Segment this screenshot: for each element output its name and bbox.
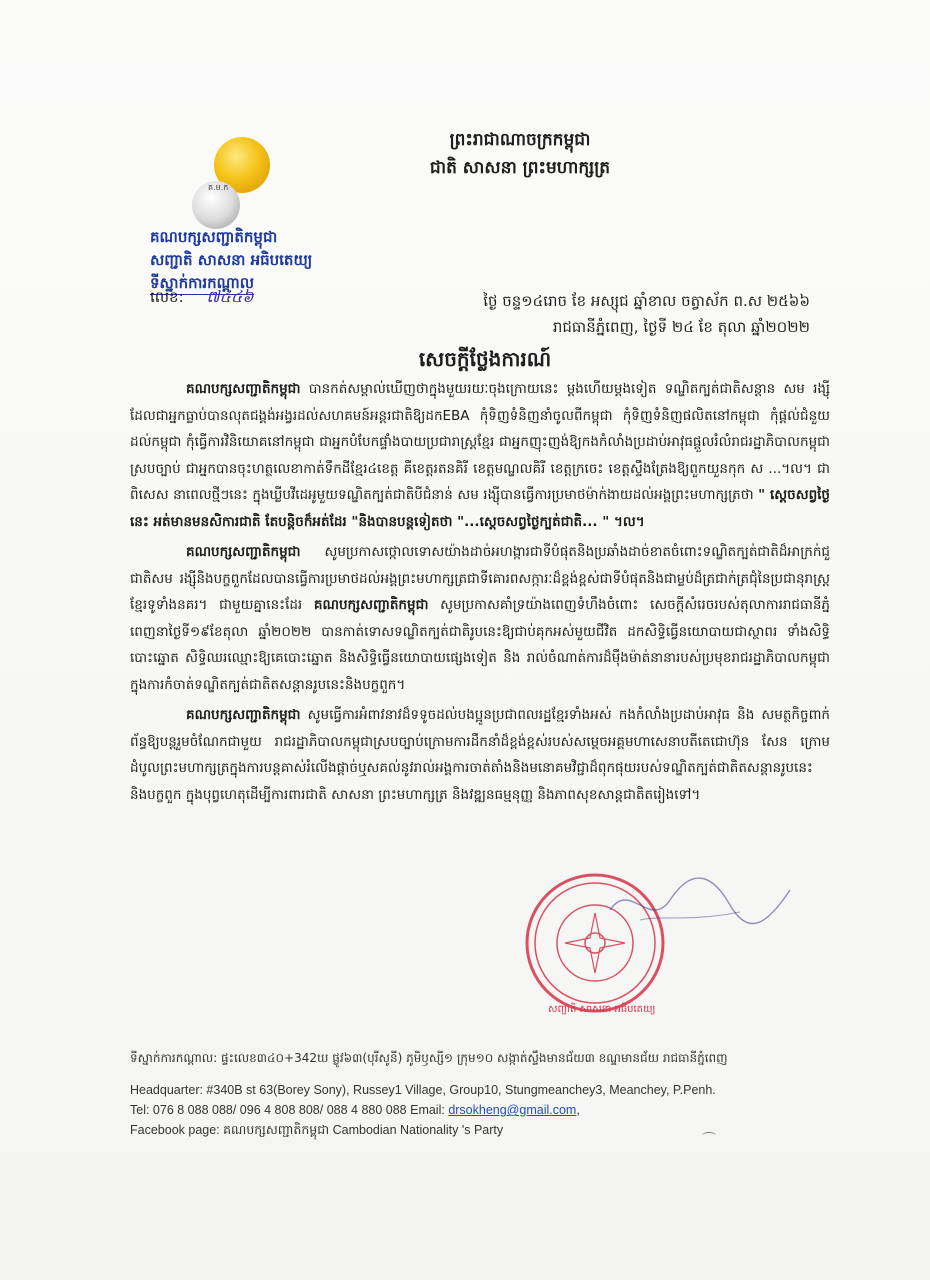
reference-number-row: [150, 286, 254, 310]
party-motto: សញ្ជាតិ សាសនា អធិបតេយ្យ: [150, 251, 313, 269]
reference-number: ៧៤៤៦: [206, 287, 254, 306]
paragraph-1-text: បានកត់សម្គាល់ឃើញថាក្នុងមួយរយៈចុងក្រោយនេះ ម្តងហើយម្តងទៀត ទណ្ឌិតក្បត់ជាតិសន្តាន សម រង្ស៊ី ដែលជាអ្នកធ្លាប់បានលុតជង្គង់អង្វរដល់សហគមន៍អន្តរជាតិឱ្យដកEBA កុំទិញទំនិញនាំចូលពីកម្ពុជា កុំទិញទំនិញផលិតនៅកម្ពុជា កុំផ្តល់ជំនួយដល់កម្ពុជា កុំធ្វើការវិនិយោគនៅកម្ពុជា ជាអ្នកបំបែកផ្ទាំងបាយប្រជារាស្ត្រខ្មែរ ជាអ្នកញុះញង់ឱ្យកងកំលាំងប្រដាប់អាវុធផ្តួលរំលំរាជរដ្ឋាភិបាលកម្ពុជាស្របច្បាប់ ជាអ្នកបានចុះហត្ថលេខាកាត់ទឹកដីខ្មែរ៤ខេត្ត គឺខេត្តរតនគិរី ខេត្តមណ្ឌលគិរី ខេត្តក្រចេះ ខេត្តស្ទឹងត្រែងឱ្យពួកយួនកុក ស ...។ល។ ជាពិសេស នាពេលថ្មីៗនេះ ក្នុងឃ្លីបវីដេអូមួយទណ្ឌិតក្បត់ជាតិបីជំនាន់ សម រង្ស៊ីបានធ្វើការប្រមាថម៉ាក់ងាយដល់អង្គព្រះមហាក្សត្រថា: [130, 381, 830, 503]
footer-hq-english: Headquarter: #340B st 63(Borey Sony), Russey1 Village, Group10, Stungmeanchey3, Meanchey, P.Penh.: [130, 1083, 716, 1097]
kingdom-header: [370, 126, 670, 182]
kingdom-motto: ជាតិ សាសនា ព្រះមហាក្សត្រ: [429, 158, 611, 178]
paragraph-1: [130, 376, 830, 535]
paragraph-3-text: សូមធ្វើការអំពាវនាវដ៏ទទូចដល់បងប្អូនប្រជាពលរដ្ឋខ្មែរទាំងអស់ កងកំលាំងប្រដាប់អាវុធ និង សមត្ថកិច្ចពាក់ព័ន្ធឱ្យបន្តរួមចំណែកជាមួយ រាជរដ្ឋាភិបាលកម្ពុជាស្របច្បាប់ក្រោមការដឹកនាំដ៏ខ្ពង់ខ្ពស់របស់សម្តេចអគ្គមហាសេនាបតីតេជោហ៊ុន សែន ក្រោមដំបូលព្រះមហាក្សត្រក្នុងការបន្តគាស់រំលើងផ្តាច់ឬសគល់នូវរាល់អង្គការចាត់តាំងនិងមនោគមវិជ្ជាដ៏ពុកផុយរបស់ទណ្ឌិតក្បត់ជាតិតសន្តានរូបនេះ និងបក្ខពួក ក្នុងបុព្វហេតុដើម្បីការពារជាតិ សាសនា ព្រះមហាក្សត្រ និងវឌ្ឍនធម្មនុញ្ញ និងភាពសុខសាន្តជាតិតរៀងទៅ។: [130, 707, 830, 803]
king-quote: " ស្តេចសព្វថ្ងៃនេះ អត់មានមនសិការជាតិ តែបន្តិចក៏អត់ដែរ "និងបានបន្តទៀតថា "...ស្តេចសព្វថ្ងៃក្បត់ជាតិ... " ។ល។: [130, 487, 830, 530]
paragraph-3: [130, 702, 830, 808]
footer-khmer-address: ទីស្នាក់ការកណ្តាល: ផ្ទះលេខ៣៤០+342ឃ ផ្លូវ៦៣(បុរីសូនី) ភូមិឫស្សី១ ក្រុម១០ សង្កាត់ស្ទឹងមានជ័យ៣ ខណ្ឌមានជ័យ រាជធានីភ្នំពេញ: [130, 1051, 728, 1065]
footer-contact-line: [130, 1100, 850, 1120]
footer: [130, 1048, 850, 1140]
footer-tel: Tel: 076 8 088 088/ 096 4 808 808/ 088 4 880 088 Email:: [130, 1103, 449, 1117]
paragraph-2-text: សូមប្រកាសថ្កោលទោសយ៉ាងដាច់អហង្ការជាទីបំផុតនិងប្រឆាំងដាច់ខាតចំពោះទណ្ឌិតក្បត់ជាតិដ៏អាក្រក់ជួជាតិសម រង្ស៊ីនិងបក្ខពួកដែលបានធ្វើការប្រមាថដល់អង្គព្រះមហាក្សត្រជាទីគោរពសក្ការៈដ៏ខ្ពង់ខ្ពស់ជាទីបំផុតនិងជាម្លប់ដ៏ត្រជាក់ត្រជុំនៃប្រជានុរាស្ត្រខ្មែរទូទាំងនគរ។ ជាមួយគ្នានេះដែរ: [130, 544, 830, 613]
logo-text: គ.ម.ក: [208, 183, 229, 192]
party-name-bold: គណបក្សសញ្ជាតិកម្ពុជា: [313, 597, 429, 613]
party-name-bold: គណបក្សសញ្ជាតិកម្ពុជា: [186, 544, 301, 560]
paragraph-2: [130, 539, 830, 698]
document-title: សេចក្តីថ្លែងការណ៍: [418, 347, 552, 371]
stamp-text: សញ្ជាតិ សាសនា អធិបតេយ្យ: [548, 1004, 656, 1015]
statement-body: [130, 376, 830, 812]
reference-label: លេខ:: [150, 288, 184, 306]
footer-email-suffix: ,: [576, 1103, 580, 1117]
kingdom-title: ព្រះរាជាណាចក្រកម្ពុជា: [449, 130, 591, 150]
solar-date: រាជធានីភ្នំពេញ, ថ្ងៃទី ២៤ ខែ តុលា ឆ្នាំ២០២២: [552, 318, 810, 336]
footer-facebook: Facebook page: គណបក្សសញ្ជាតិកម្ពុជា Cambodian Nationality 's Party: [130, 1123, 504, 1137]
email-link[interactable]: drsokheng@gmail.com: [448, 1103, 577, 1117]
signature: [600, 860, 800, 940]
page-mark: [702, 1132, 716, 1139]
lunar-date: ថ្ងៃ ចន្ទ១៤រោច ខែ អស្សុជ ឆ្នាំខាល ចត្វាស័ក ព.ស ២៥៦៦: [483, 292, 810, 310]
party-header: [150, 226, 330, 295]
paragraph-2-text-cont: សូមប្រកាសគាំទ្រយ៉ាងពេញទំហឹងចំពោះ សេចក្តីសំរេចរបស់តុលាការរាជធានីភ្នំពេញនាថ្ងៃទី១៩ខែតុលា ឆ្នាំ២០២២ បានកាត់ទោសទណ្ឌិតក្បត់ជាតិរូបនេះឱ្យជាប់គុកអស់មួយជីវិត ដកសិទ្ធិធ្វើនយោបាយជាស្ថាពរ ទាំងសិទ្ធិបោះឆ្នោត សិទ្ធិឈរឈ្មោះឱ្យគេបោះឆ្នោត និងសិទ្ធិធ្វើនយោបាយផ្សេងទៀត និង រាល់ចំណាត់ការដ៏ម៉ឺងម៉ាត់នានារបស់ប្រមុខរាជរដ្ឋាភិបាលកម្ពុជា ក្នុងការកំចាត់ទណ្ឌិតក្បត់ជាតិតសន្តានរូបនេះនិងបក្ខពួក។: [130, 597, 830, 693]
party-logo: [186, 130, 286, 230]
party-name-bold: គណបក្សសញ្ជាតិកម្ពុជា: [186, 381, 301, 397]
party-name: គណបក្សសញ្ជាតិកម្ពុជា: [150, 228, 278, 246]
party-name-bold: គណបក្សសញ្ជាតិកម្ពុជា: [186, 707, 301, 723]
party-hq-label: ទីស្នាក់ការកណ្តាល: [150, 272, 254, 295]
